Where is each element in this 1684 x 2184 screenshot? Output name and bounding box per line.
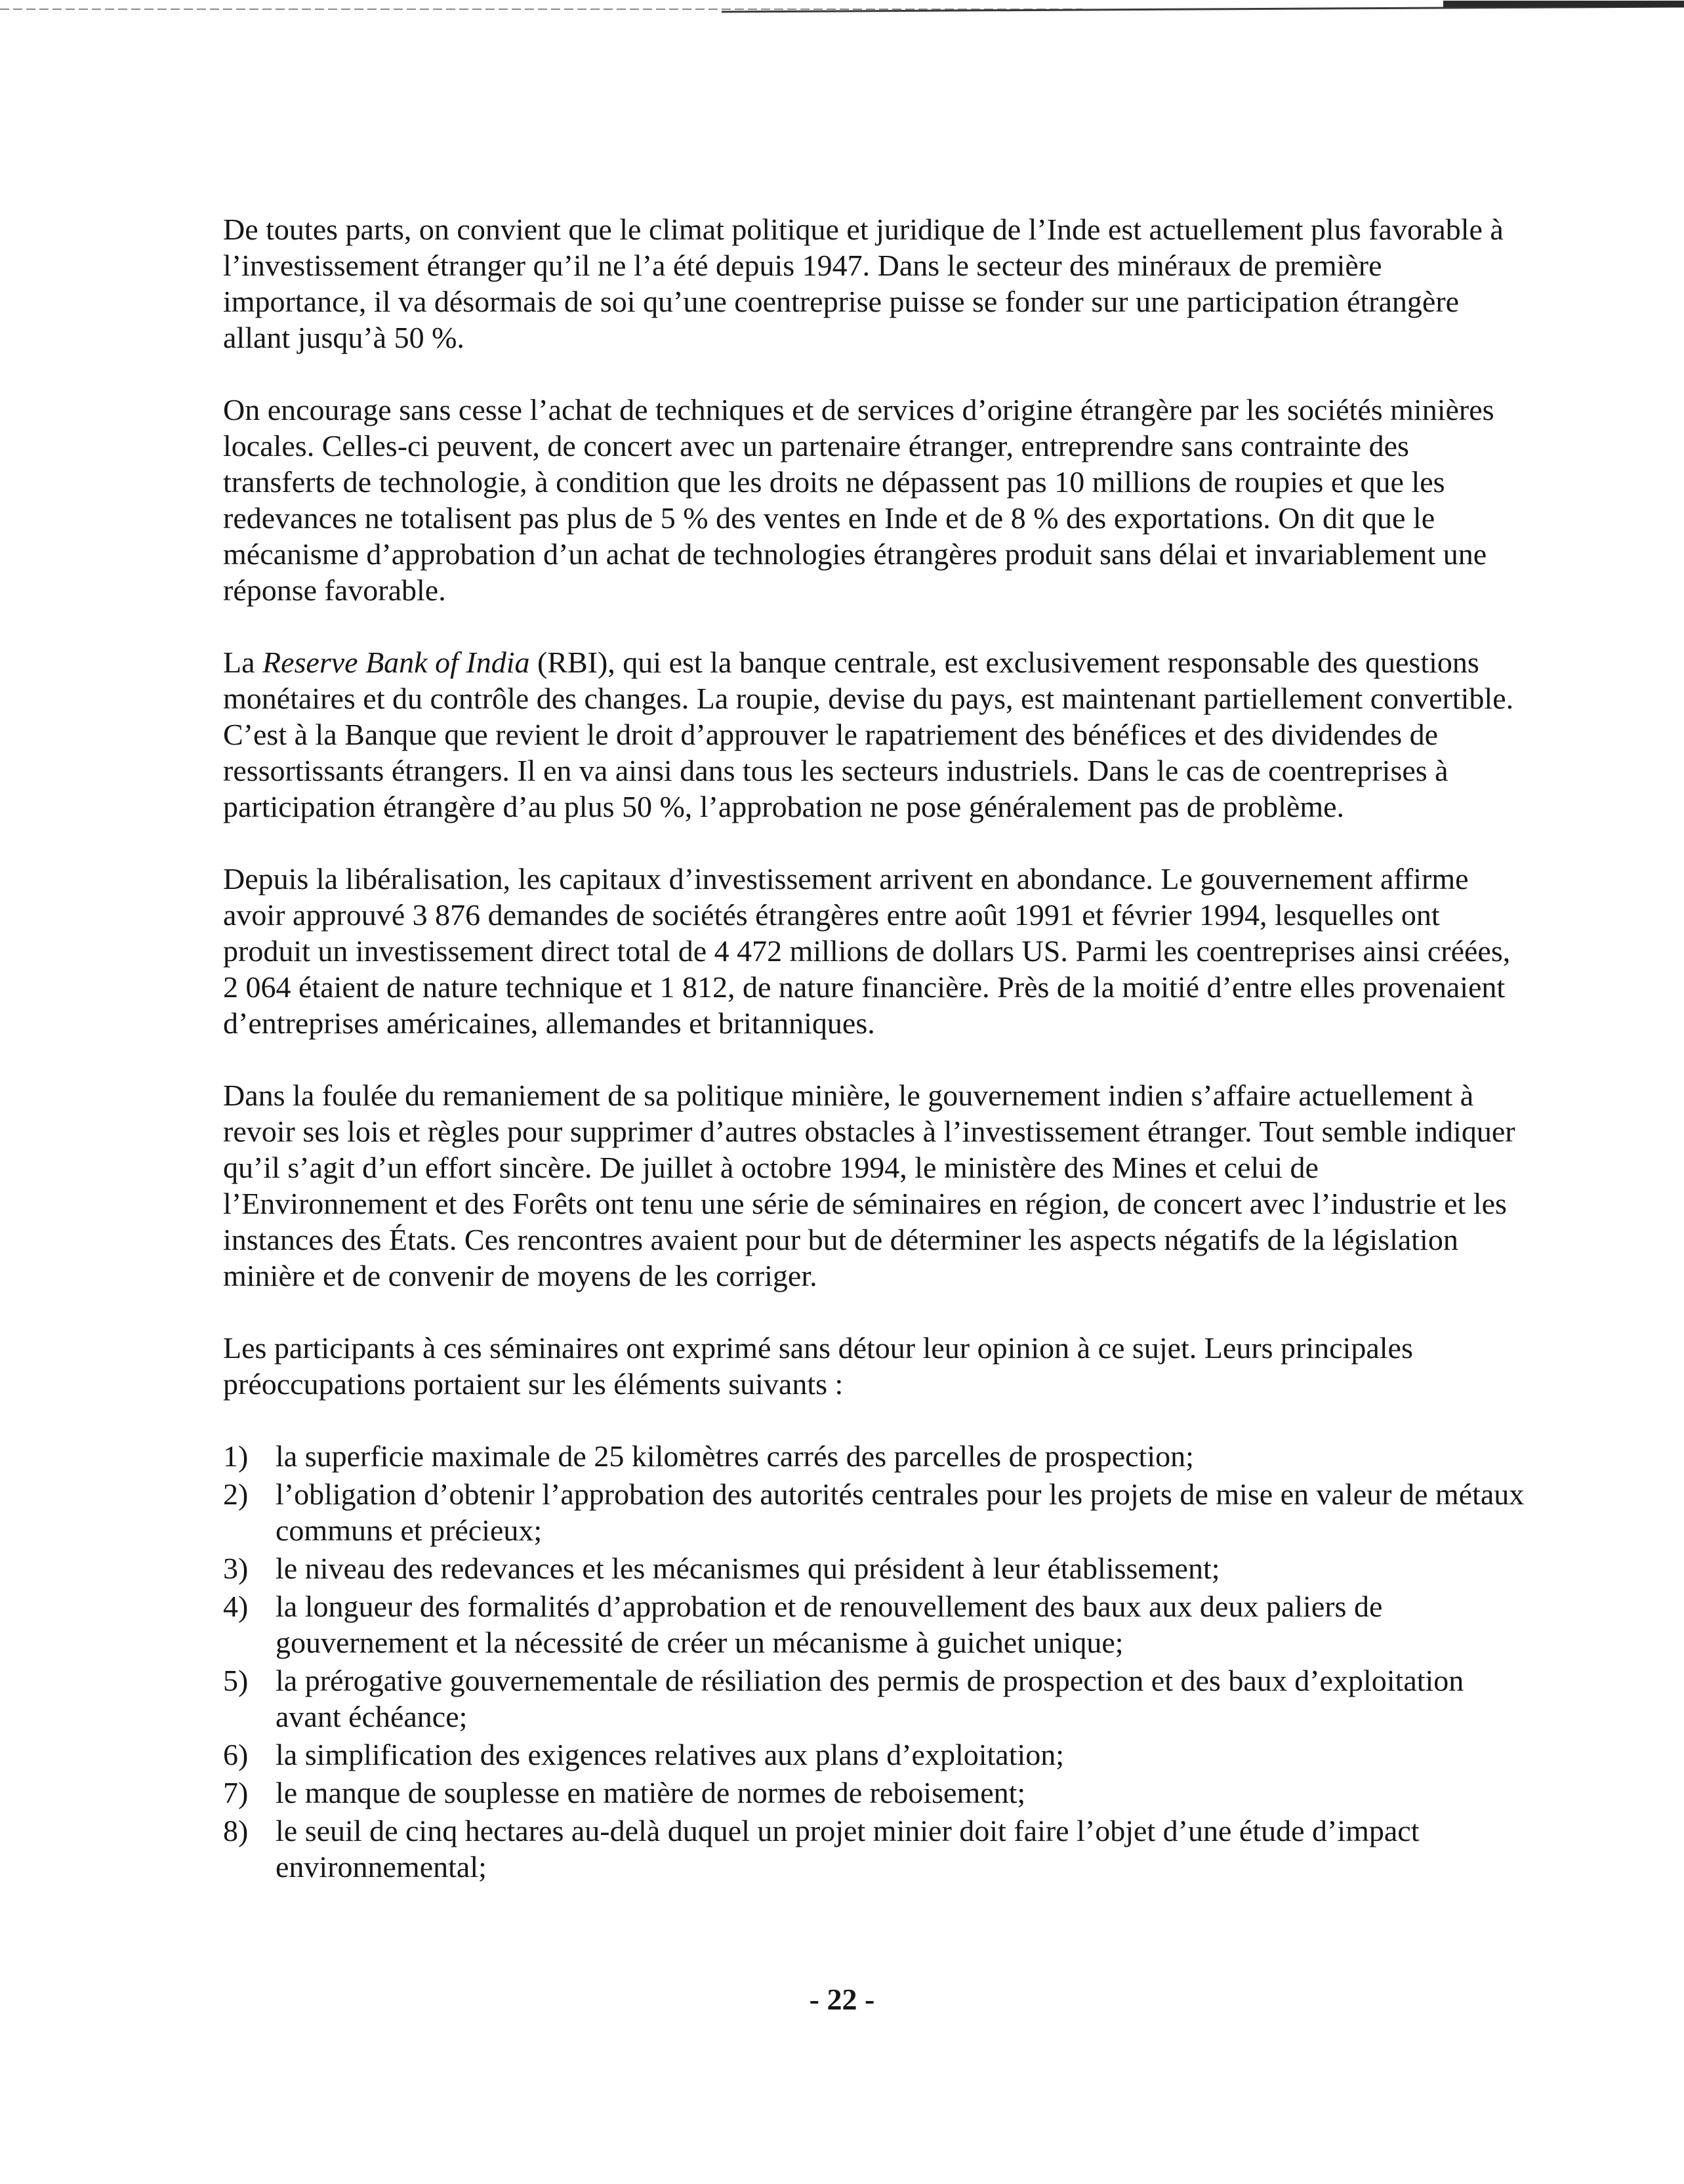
- list-item: [223, 1588, 1529, 1660]
- rbi-body-text: (RBI), qui est la banque centrale, est exclusivement responsable des questions monétaires et du contrôle des changes. La roupie, devise du pays, est maintenant partiellement convertible. C’est à la Banque que revient le droit d’approuver le rapatriement des bénéfices et des dividendes de ressortissants étrangers. Il en va ainsi dans tous les secteurs industriels. Dans le cas de coentreprises à participation étrangère d’au plus 50 %, l’approbation ne pose généralement pas de problème.: [223, 646, 1514, 823]
- paragraph-reserve-bank: [223, 644, 1529, 825]
- list-item-text: le niveau des redevances et les mécanismes qui président à leur établissement;: [276, 1552, 1220, 1585]
- concerns-list: [223, 1438, 1529, 1885]
- list-item-number: 2): [223, 1477, 249, 1511]
- paragraph-foreign-technology: On encourage sans cesse l’achat de techniques et de services d’origine étrangère par les sociétés minières locales. Celles-ci peuvent, de concert avec un partenaire étranger, entreprendre sans contrainte des transferts de technologie, à condition que les droits ne dépassent pas 10 millions de roupies et que les redevances ne totalisent pas plus de 5 % des ventes en Inde et de 8 % des exportations. On dit que le mécanisme d’approbation d’un achat de technologies étrangères produit sans délai et invariablement une réponse favorable.: [223, 393, 1494, 607]
- list-item: [223, 1476, 1529, 1548]
- list-item: [223, 1438, 1529, 1474]
- list-item: [223, 1813, 1529, 1885]
- list-item: [223, 1662, 1529, 1735]
- document-body: [223, 211, 1529, 1887]
- list-item-number: 7): [223, 1776, 249, 1809]
- list-item: [223, 1737, 1529, 1773]
- bank-name: Reserve Bank of India: [262, 646, 530, 679]
- list-item-text: le manque de souplesse en matière de normes de reboisement;: [276, 1776, 1026, 1809]
- list-item-text: la simplification des exigences relatives aux plans d’exploitation;: [276, 1738, 1065, 1771]
- paragraph-liberalisation: Depuis la libéralisation, les capitaux d’investissement arrivent en abondance. Le gouvernement affirme avoir approuvé 3 876 demandes de sociétés étrangères entre août 1991 et février 1994, lesquelles ont produit un investissement direct total de 4 472 millions de dollars US. Parmi les coentreprises ainsi créées, 2 064 étaient de nature technique et 1 812, de nature financière. Près de la moitié d’entre elles provenaient d’entreprises américaines, allemandes et britanniques.: [223, 862, 1511, 1040]
- list-item-text: la longueur des formalités d’approbation et de renouvellement des baux aux deux paliers de gouvernement et la nécessité de créer un mécanisme à guichet unique;: [276, 1590, 1383, 1659]
- list-item-text: la superficie maximale de 25 kilomètres carrés des parcelles de prospection;: [276, 1439, 1194, 1473]
- paragraph-seminar-participants: Les participants à ces séminaires ont exprimé sans détour leur opinion à ce sujet. Leurs principales préoccupations portaient sur les éléments suivants :: [223, 1331, 1413, 1401]
- scan-top-edge: [0, 0, 1684, 22]
- list-item-number: 8): [223, 1814, 249, 1847]
- list-item-number: 1): [223, 1439, 249, 1473]
- paragraph-mining-policy: Dans la foulée du remaniement de sa politique minière, le gouvernement indien s’affaire actuellement à revoir ses lois et règles pour supprimer d’autres obstacles à l’investissement étranger. Tout semble indiquer qu’il s’agit d’un effort sincère. De juillet à octobre 1994, le ministère des Mines et celui de l’Environnement et des Forêts ont tenu une série de séminaires en région, de concert avec l’industrie et les instances des États. Ces rencontres avaient pour but de déterminer les aspects négatifs de la législation minière et de convenir de moyens de les corriger.: [223, 1079, 1515, 1292]
- list-item-text: le seuil de cinq hectares au-delà duquel un projet minier doit faire l’objet d’une étude d’impact environnemental;: [276, 1814, 1420, 1884]
- list-item: [223, 1550, 1529, 1586]
- list-item-text: la prérogative gouvernementale de résiliation des permis de prospection et des baux d’exploitation avant échéance;: [276, 1664, 1464, 1733]
- list-item: [223, 1775, 1529, 1811]
- paragraph-investment-climate: De toutes parts, on convient que le climat politique et juridique de l’Inde est actuellement plus favorable à l’investissement étranger qu’il ne l’a été depuis 1947. Dans le secteur des minéraux de première importance, il va désormais de soi qu’une coentreprise puisse se fonder sur une participation étrangère allant jusqu’à 50 %.: [223, 213, 1504, 354]
- list-item-number: 5): [223, 1664, 249, 1697]
- list-item-text: l’obligation d’obtenir l’approbation des autorités centrales pour les projets de mise en valeur de métaux communs et précieux;: [276, 1477, 1525, 1547]
- page-number: - 22 -: [809, 1983, 875, 2016]
- list-item-number: 6): [223, 1738, 249, 1771]
- rbi-intro-text: La: [223, 646, 263, 679]
- list-item-number: 4): [223, 1590, 249, 1623]
- list-item-number: 3): [223, 1552, 249, 1585]
